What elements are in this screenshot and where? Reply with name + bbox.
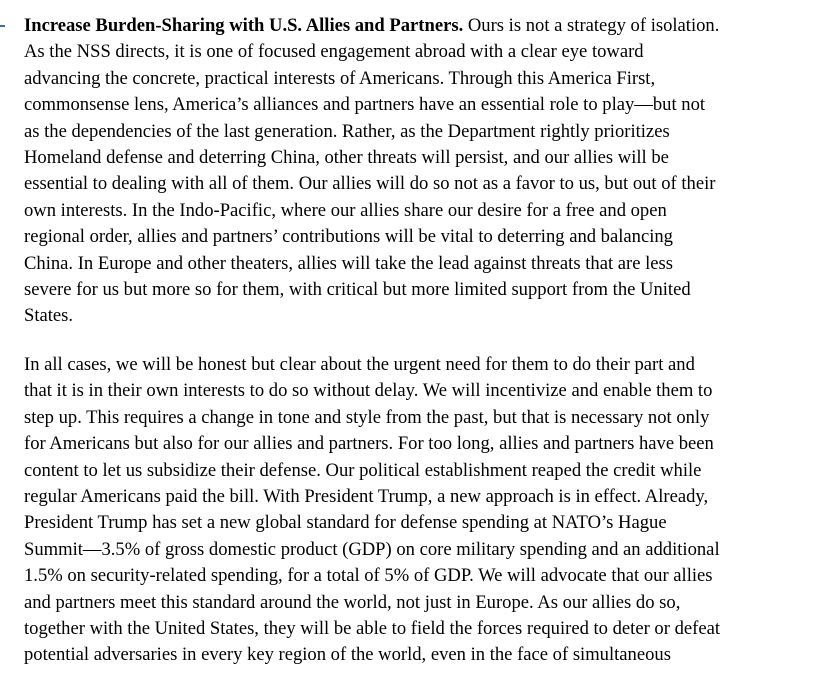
text-line: President Trump has set a new global standard for defense spending at NATO’s Hague bbox=[24, 512, 667, 534]
text-line: advancing the concrete, practical interests of Americans. Through this America First, bbox=[24, 67, 656, 89]
first-line bbox=[24, 13, 719, 39]
text-line: together with the United States, they will be able to field the forces required to deter or defeat bbox=[24, 618, 720, 640]
text-line: content to let us subsidize their defense. Our political establishment reaped the credit while bbox=[24, 459, 702, 481]
text-line: potential adversaries in every key region of the world, even in the face of simultaneous bbox=[24, 644, 671, 666]
paragraph-all-cases bbox=[24, 352, 720, 669]
text-line: regular Americans paid the bill. With President Trump, a new approach is in effect. Already, bbox=[24, 486, 709, 508]
first-line-text: Ours is not a strategy of isolation. bbox=[463, 15, 720, 36]
text-line: In all cases, we will be honest but clear about the urgent need for them to do their part and bbox=[24, 354, 695, 375]
text-line: As the NSS directs, it is one of focused engagement abroad with a clear eye toward bbox=[24, 41, 644, 63]
text-line: as the dependencies of the last generation. Rather, as the Department rightly prioritizes bbox=[24, 120, 670, 142]
text-line: China. In Europe and other theaters, allies will take the lead against threats that are less bbox=[24, 252, 674, 274]
text-line: regional order, allies and partners’ contributions will be vital to deterring and balancing bbox=[24, 226, 673, 248]
text-line: that it is in their own interests to do so without delay. We will incentivize and enable them to bbox=[24, 380, 713, 402]
text-line: for Americans but also for our allies and partners. For too long, allies and partners have been bbox=[24, 433, 714, 455]
text-line: States. bbox=[24, 305, 74, 327]
text-line: own interests. In the Indo-Pacific, where our allies share our desire for a free and open bbox=[24, 199, 667, 221]
paragraph-burden-sharing bbox=[24, 13, 719, 330]
text-line: Summit—3.5% of gross domestic product (GDP) on core military spending and an additional bbox=[24, 538, 720, 560]
text-line: and partners meet this standard around the world, not just in Europe. As our allies do so, bbox=[24, 591, 681, 613]
text-line: severe for us but more so for them, with critical but more limited support from the United bbox=[24, 279, 691, 301]
text-line: step up. This requires a change in tone and style from the past, but that is necessary not only bbox=[24, 406, 710, 428]
section-heading: Increase Burden-Sharing with U.S. Allies and Partners. bbox=[24, 15, 464, 36]
text-line: essential to dealing with all of them. Our allies will do so not as a favor to us, but out of their bbox=[24, 173, 716, 195]
text-line: 1.5% on security-related spending, for a total of 5% of GDP. We will advocate that our allies bbox=[24, 565, 713, 587]
bullet-marker bbox=[0, 25, 5, 27]
text-line: commonsense lens, America’s alliances and partners have an essential role to play—but not bbox=[24, 94, 706, 116]
text-line: Homeland defense and deterring China, other threats will persist, and our allies will be bbox=[24, 147, 669, 169]
